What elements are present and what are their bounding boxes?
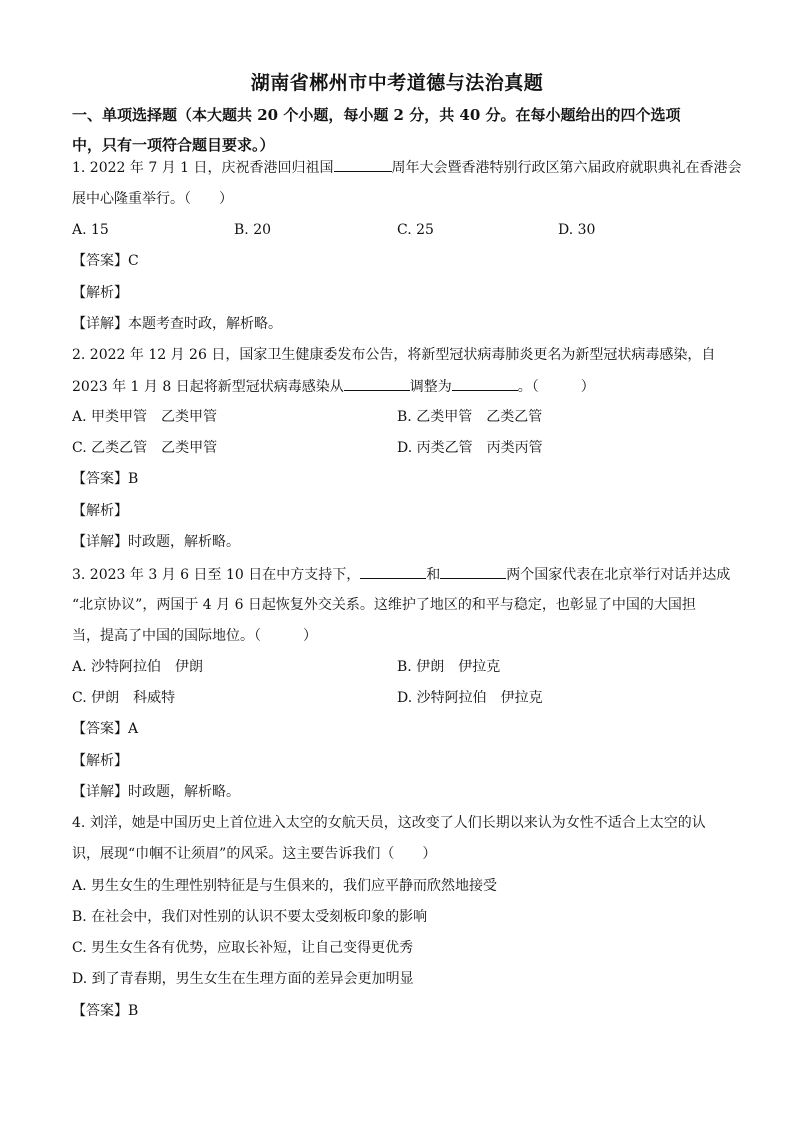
question-3-text-post: 两个国家代表在北京举行对话并达成 bbox=[506, 567, 731, 583]
question-3-option-d: D. 沙特阿拉伯 伊拉克 bbox=[397, 690, 543, 706]
answer-blank bbox=[334, 157, 392, 172]
question-3-answer: 【答案】A bbox=[72, 721, 139, 737]
question-2-text-pre: 2023 年 1 月 8 日起将新型冠状病毒感染从 bbox=[72, 379, 344, 395]
question-2-line-1: 2. 2022 年 12 月 26 日，国家卫生健康委发布公告，将新型冠状病毒肺炎更名为新型冠状病毒感染，自 bbox=[72, 347, 716, 363]
section-header-line-1: 一、单项选择题（本大题共 20 个小题，每小题 2 分，共 40 分。在每小题给出的四个选项 bbox=[72, 106, 681, 124]
answer-blank bbox=[440, 564, 506, 579]
question-1-text-post: 周年大会暨香港特别行政区第六届政府就职典礼在香港会 bbox=[391, 160, 742, 176]
question-3-line-3: 当，提高了中国的国际地位。（ ） bbox=[72, 628, 317, 644]
question-2-answer: 【答案】B bbox=[72, 471, 139, 487]
question-3-text-pre: 3. 2023 年 3 月 6 日至 10 日在中方支持下， bbox=[72, 567, 361, 583]
question-3-option-b: B. 伊朗 伊拉克 bbox=[397, 659, 501, 675]
question-2-text-post: 。（ ） bbox=[517, 379, 595, 395]
question-3-text-mid: 和 bbox=[426, 567, 441, 583]
question-2-line-2 bbox=[72, 376, 732, 397]
question-1-option-d: D. 30 bbox=[558, 222, 596, 238]
question-3-analysis: 【解析】 bbox=[72, 753, 128, 769]
question-3-line-2: “北京协议”，两国于 4 月 6 日起恢复外交关系。这维护了地区的和平与稳定，也彰显了中国的大国担 bbox=[72, 597, 696, 613]
question-1-text-pre: 1. 2022 年 7 月 1 日，庆祝香港回归祖国 bbox=[72, 160, 334, 176]
question-2-detail: 【详解】时政题，解析略。 bbox=[72, 534, 240, 550]
question-1-line-2: 展中心隆重举行。（ ） bbox=[72, 191, 233, 207]
question-4-option-b: B. 在社会中，我们对性别的认识不要太受刻板印象的影响 bbox=[72, 909, 428, 925]
question-3-option-c: C. 伊朗 科威特 bbox=[72, 690, 176, 706]
question-1-line-1 bbox=[72, 157, 742, 178]
answer-blank bbox=[360, 564, 426, 579]
question-1-option-c: C. 25 bbox=[397, 222, 434, 238]
question-3-line-1 bbox=[72, 564, 732, 585]
question-4-answer: 【答案】B bbox=[72, 1003, 139, 1019]
question-2-text-mid: 调整为 bbox=[409, 379, 452, 395]
question-1-analysis: 【解析】 bbox=[72, 285, 128, 301]
question-4-option-c: C. 男生女生各有优势，应取长补短，让自己变得更优秀 bbox=[72, 940, 414, 956]
section-header bbox=[72, 100, 732, 160]
question-1-detail: 【详解】本题考查时政，解析略。 bbox=[72, 316, 282, 332]
question-2-analysis: 【解析】 bbox=[72, 503, 128, 519]
question-4-line-2: 识，展现“巾帼不让须眉”的风采。这主要告诉我们（ ） bbox=[72, 846, 437, 862]
question-2-option-d: D. 丙类乙管 丙类丙管 bbox=[397, 440, 543, 456]
page-title: 湖南省郴州市中考道德与法治真题 bbox=[250, 72, 544, 94]
question-1-option-a: A. 15 bbox=[72, 222, 109, 238]
question-2-option-a: A. 甲类甲管 乙类甲管 bbox=[72, 409, 218, 425]
question-4-line-1: 4. 刘洋，她是中国历史上首位进入太空的女航天员，这改变了人们长期以来认为女性不适合上太空的认 bbox=[72, 815, 706, 831]
question-3-detail: 【详解】时政题，解析略。 bbox=[72, 784, 240, 800]
question-4-option-a: A. 男生女生的生理性别特征是与生俱来的，我们应平静而欣然地接受 bbox=[72, 878, 498, 894]
question-3-option-a: A. 沙特阿拉伯 伊朗 bbox=[72, 659, 204, 675]
answer-blank bbox=[344, 376, 410, 391]
question-2-option-b: B. 乙类甲管 乙类乙管 bbox=[397, 409, 543, 425]
section-header-line-2: 中，只有一项符合题目要求。） bbox=[72, 136, 275, 154]
question-1-option-b: B. 20 bbox=[234, 222, 272, 238]
question-2-option-c: C. 乙类乙管 乙类甲管 bbox=[72, 440, 218, 456]
answer-blank bbox=[452, 376, 518, 391]
question-4-option-d: D. 到了青春期，男生女生在生理方面的差异会更加明显 bbox=[72, 971, 414, 987]
question-1-answer: 【答案】C bbox=[72, 253, 139, 269]
